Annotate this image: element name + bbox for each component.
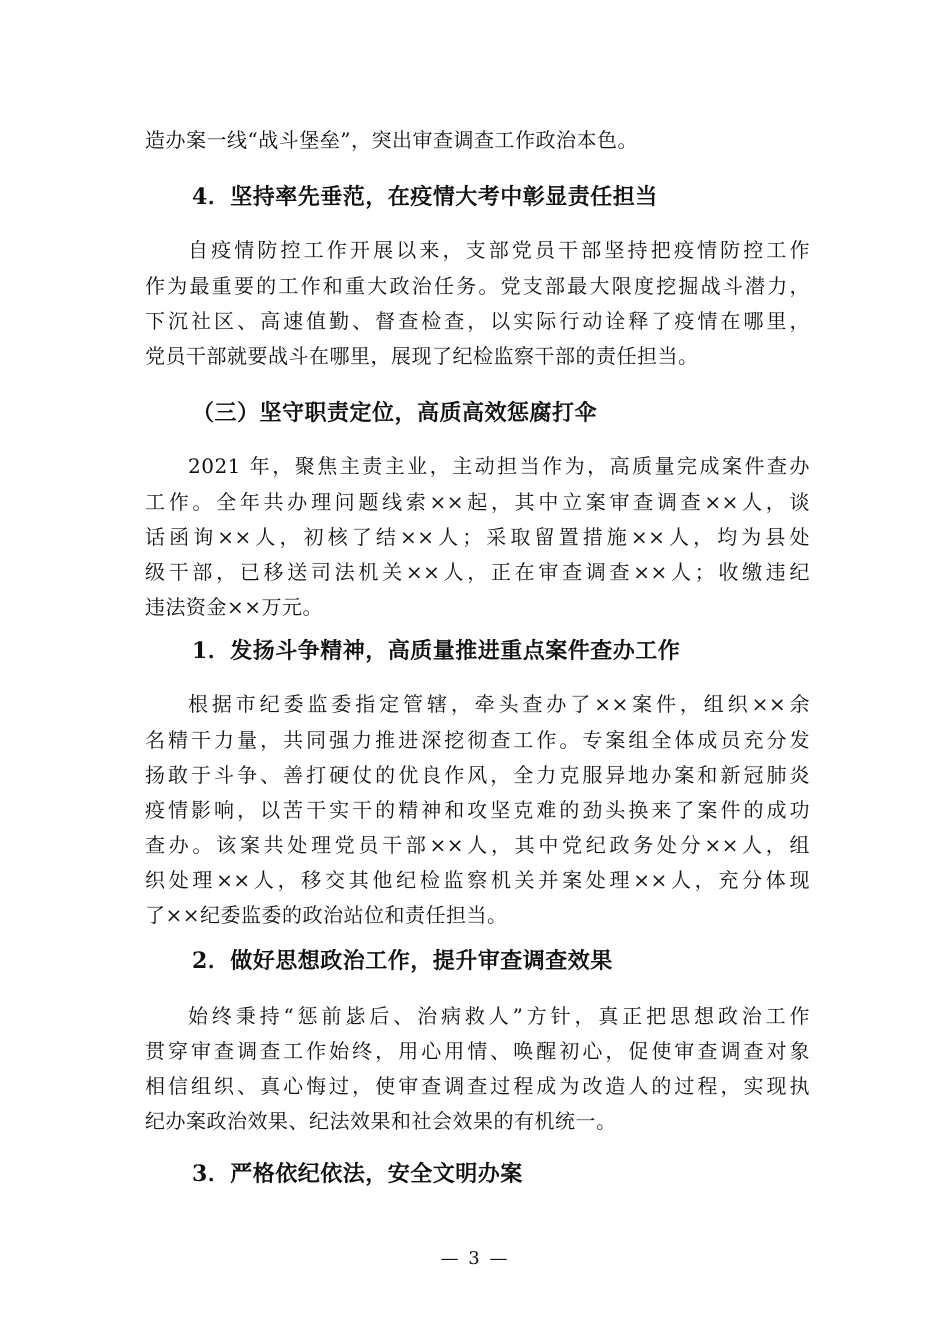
paragraph-line: 自疫情防控工作开展以来，支部党员干部坚持把疫情防控工作	[188, 238, 810, 262]
paragraph-line: 2021 年，聚焦主责主业，主动担当作为，高质量完成案件查办	[188, 454, 810, 478]
paragraph-line: 始终秉持“惩前毖后、治病救人”方针，真正把思想政治工作	[188, 1004, 810, 1028]
paragraph-line: 级干部，已移送司法机关××人，正在审查调查××人；收缴违纪	[145, 560, 810, 584]
paragraph-line: 相信组织、真心悔过，使审查调查过程成为改造人的过程，实现执	[145, 1074, 810, 1098]
paragraph-line: 疫情影响，以苦干实干的精神和攻坚克难的劲头换来了案件的成功	[145, 798, 810, 822]
section-heading: 3．严格依纪依法，安全文明办案	[192, 1161, 523, 1187]
paragraph-line: 贯穿审查调查工作始终，用心用情、唤醒初心，促使审查调查对象	[145, 1039, 810, 1063]
section-heading: 1．发扬斗争精神，高质量推进重点案件查办工作	[192, 638, 681, 664]
section-heading: 2．做好思想政治工作，提升审查调查效果	[192, 948, 613, 974]
paragraph-line: 名精干力量，共同强力推进深挖彻查工作。专案组全体成员充分发	[145, 728, 810, 752]
paragraph-line: 根据市纪委监委指定管辖，牵头查办了××案件，组织××余	[188, 692, 810, 716]
paragraph-line: 党员干部就要战斗在哪里，展现了纪检监察干部的责任担当。	[145, 344, 699, 368]
paragraph-line: 织处理××人，移交其他纪检监察机关并案处理××人，充分体现	[145, 868, 810, 892]
paragraph-line: 了××纪委监委的政治站位和责任担当。	[145, 903, 508, 927]
paragraph-line: 工作。全年共办理问题线索××起，其中立案审查调查××人，谈	[145, 490, 810, 514]
paragraph-line: 下沉社区、高速值勤、督查检查，以实际行动诠释了疫情在哪里，	[145, 309, 810, 333]
paragraph-line: 话函询××人，初核了结××人；采取留置措施××人，均为县处	[145, 525, 810, 549]
paragraph-line: 造办案一线“战斗堡垒”，突出审查调查工作政治本色。	[145, 128, 638, 152]
section-heading: 4．坚持率先垂范，在疫情大考中彰显责任担当	[192, 184, 658, 210]
paragraph-line: 扬敢于斗争、善打硬仗的优良作风，全力克服异地办案和新冠肺炎	[145, 763, 810, 787]
section-heading: （三）坚守职责定位，高质高效惩腐打伞	[192, 400, 598, 426]
paragraph-line: 纪办案政治效果、纪法效果和社会效果的有机统一。	[145, 1109, 617, 1133]
paragraph-line: 违法资金××万元。	[145, 595, 324, 619]
paragraph-line: 查办。该案共处理党员干部××人，其中党纪政务处分××人，组	[145, 833, 810, 857]
page-number: — 3 —	[440, 1248, 510, 1269]
paragraph-line: 作为最重要的工作和重大政治任务。党支部最大限度挖掘战斗潜力，	[145, 274, 810, 298]
